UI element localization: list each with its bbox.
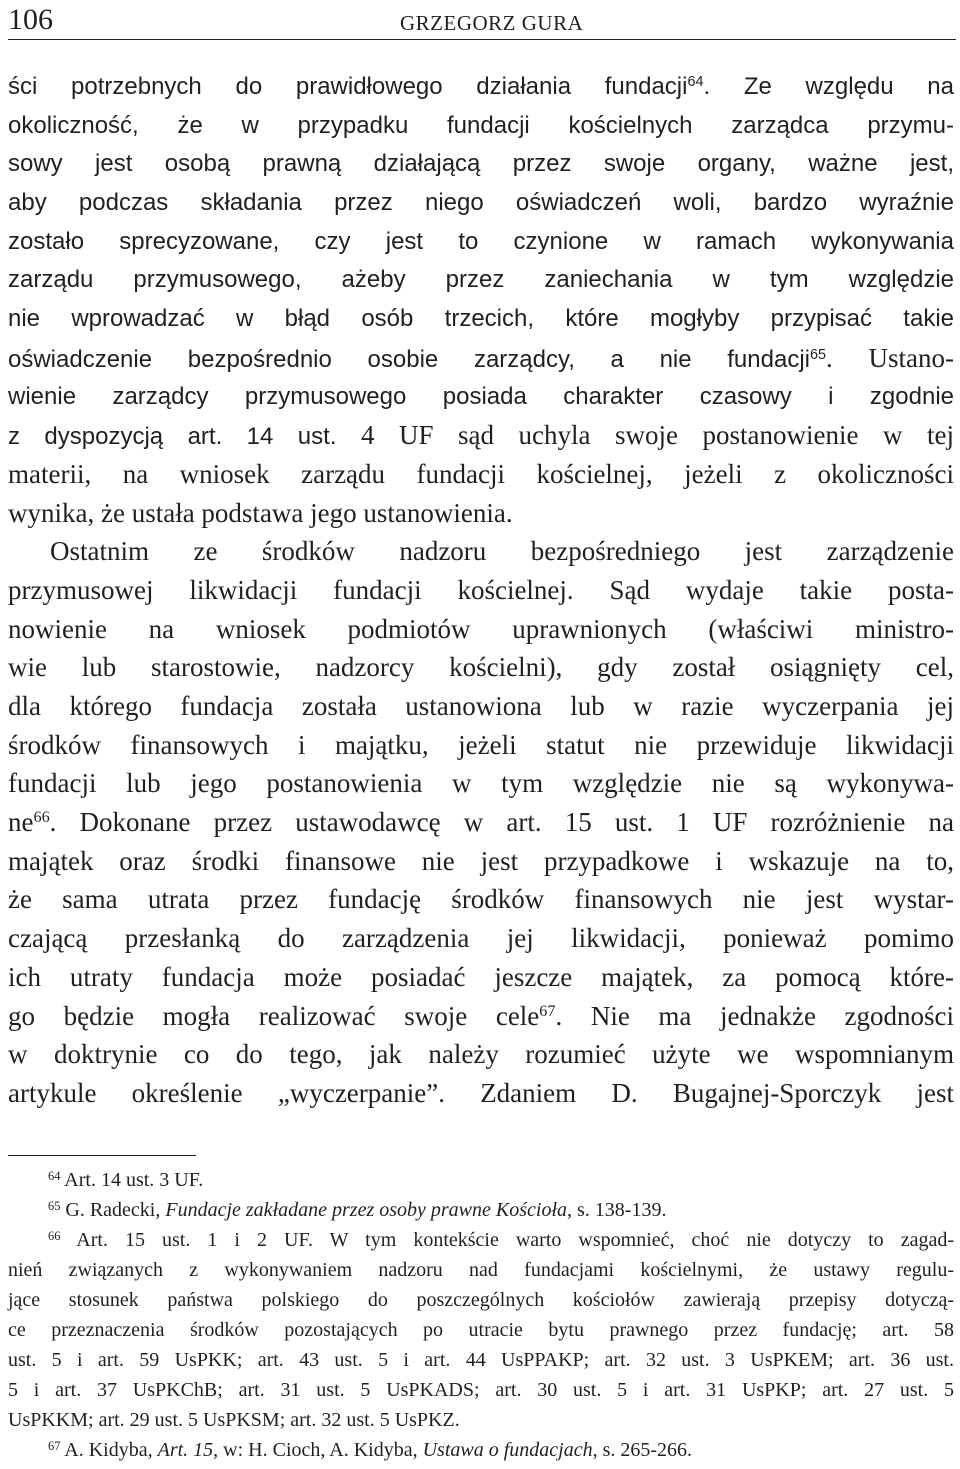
- body-line: fundacji lub jego postanowienia w tym względzie nie są wykonywa-: [8, 768, 954, 799]
- body-line: materii, na wniosek zarządu fundacji kościelnej, jeżeli z okoliczności: [8, 458, 954, 489]
- body-line: ich utraty fundacja może posiadać jeszcze majątek, za pomocą które-: [8, 961, 954, 992]
- body-line: nowienie na wniosek podmiotów uprawnionych (właściwi ministro-: [8, 613, 954, 644]
- body-line: okoliczność, że w przypadku fundacji kościelnych zarządca przymu-: [8, 111, 954, 139]
- header-rule: [8, 39, 956, 40]
- body-line: w doktrynie co do tego, jak należy rozumieć użyte we wspomnianym: [8, 1039, 954, 1070]
- footnote-67: $^{67}$ A. Kidyba, Art. 15, w: H. Cioch, A. Kidyba, Ustawa o fundacjach, s. 265-266.: [48, 1438, 693, 1461]
- footnote-66: $^{66}$ Art. 15 ust. 1 i 2 UF. W tym kontekście warto wspomnieć, choć nie dotyczy to zagad-: [48, 1228, 954, 1251]
- footnote-ref: 64: [687, 74, 704, 91]
- body-line: wynika, że ustała podstawa jego ustanowienia.: [8, 497, 513, 528]
- body-text: [8, 68, 954, 1113]
- body-line: dla którego fundacja została ustanowiona lub w razie wyczerpania jej: [8, 691, 954, 721]
- body-line: majątek oraz środki finansowe nie jest przypadkowe i wskazuje na to,: [8, 845, 954, 876]
- footnote-66-line: jące stosunek państwa polskiego do poszczególnych kościołów zawierają przepisy dotyczą-: [8, 1289, 954, 1311]
- footnote-66-line: ust. 5 i art. 59 UsPKK; art. 43 ust. 5 i art. 44 UsPPAKP; art. 32 ust. 3 UsPKEM; art. 36 ust.: [8, 1349, 954, 1371]
- body-line: oświadczenie bezpośrednio osobie zarządcy, a nie fundacji$^{65}$. Ustano-: [8, 342, 955, 373]
- footnote-66-line: 5 i art. 37 UsPKChB; art. 31 ust. 5 UsPKADS; art. 30 ust. 5 i art. 31 UsPKP; art. 27 ust. 5: [8, 1379, 954, 1401]
- footnote-64: $^{64}$ Art. 14 ust. 3 UF.: [48, 1168, 204, 1191]
- body-line: ści potrzebnych do prawidłowego działania fundacji$^{64}$. Ze względu na: [8, 73, 954, 100]
- body-line: z dyspozycją art. 14 ust. 4 UF sąd uchyla swoje postanowienie w tej: [8, 420, 954, 451]
- footnotes: [8, 1165, 954, 1465]
- footnote-ref: 65: [810, 346, 827, 363]
- body-line: że sama utrata przez fundację środków finansowych nie jest wystar-: [8, 884, 954, 915]
- body-line: nie wprowadzać w błąd osób trzecich, które mogłyby przypisać takie: [8, 305, 954, 333]
- body-line: wienie zarządcy przymusowego posiada charakter czasowy i zgodnie: [8, 382, 954, 410]
- body-line: go będzie mogła realizować swoje cele$^{67}$. Nie ma jednakże zgodności: [8, 1000, 955, 1031]
- body-line: Ostatnim ze środków nadzoru bezpośredniego jest zarządzenie: [50, 536, 954, 567]
- footnote-ref: 66: [33, 808, 50, 827]
- body-line: czającą przesłanką do zarządzenia jej likwidacji, ponieważ pomimo: [8, 923, 954, 954]
- body-line: zarządu przymusowego, ażeby przez zaniechania w tym względzie: [8, 266, 954, 294]
- body-line: wie lub starostowie, nadzorcy kościelni), gdy został osiągnięty cel,: [8, 652, 954, 683]
- body-line: sowy jest osobą prawną działającą przez swoje organy, ważne jest,: [8, 150, 954, 178]
- page-number: 106: [8, 3, 53, 36]
- footnote-separator: [8, 1155, 196, 1156]
- body-line: środków finansowych i majątku, jeżeli statut nie przewiduje likwidacji: [8, 729, 954, 760]
- page-header: [8, 2, 956, 38]
- footnote-66-line: ce przeznaczenia środków pozostających po utracie bytu prawnego przez fundację; art. 58: [8, 1319, 954, 1341]
- footnote-65: $^{65}$ G. Radecki, Fundacje zakładane przez osoby prawne Kościoła, s. 138-139.: [48, 1198, 667, 1221]
- running-head: GRZEGORZ GURA: [400, 11, 584, 35]
- footnote-ref: 67: [539, 1001, 556, 1020]
- body-line: $ne^{66}$. Dokonane przez ustawodawcę w art. 15 ust. 1 UF rozróżnienie na: [8, 807, 954, 838]
- body-line: zostało sprecyzowane, czy jest to czynione w ramach wykonywania: [8, 227, 954, 255]
- footnote-66-line: nień związanych z wykonywaniem nadzoru nad fundacjami kościelnymi, że ustawy regulu-: [8, 1259, 954, 1281]
- body-line: aby podczas składania przez niego oświadczeń woli, bardzo wyraźnie: [8, 189, 954, 217]
- body-line: artykule określenie „wyczerpanie”. Zdaniem D. Bugajnej-Sporczyk jest: [8, 1077, 954, 1108]
- footnote-66-line: UsPKKM; art. 29 ust. 5 UsPKSM; art. 32 ust. 5 UsPKZ.: [8, 1409, 460, 1431]
- body-line: przymusowej likwidacji fundacji kościelnej. Sąd wydaje takie posta-: [8, 574, 954, 605]
